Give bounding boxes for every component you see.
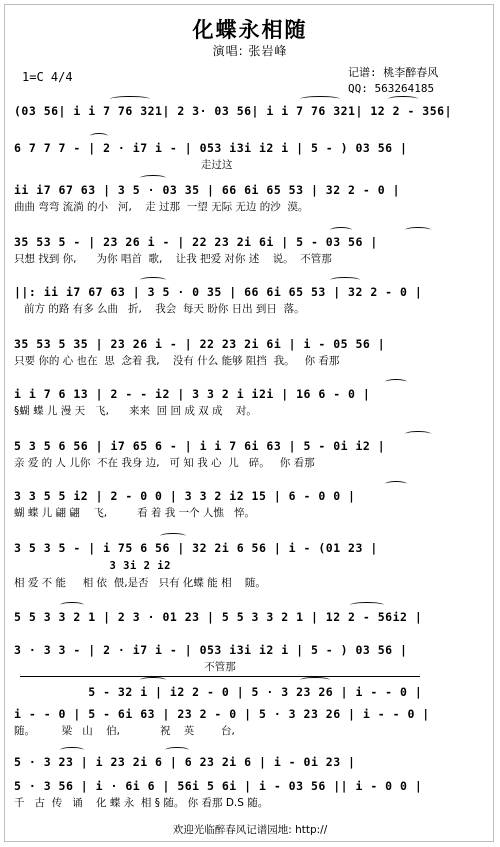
slur-mark [110,96,150,102]
notation-line: ii i7 67 63 | 3 5 · 03 35 | 66 6i 65 53 | 32 2 - 0 | [14,183,401,197]
slur-mark [140,277,166,283]
notation-line: 5 - 32 i | i2 2 - 0 | 5 · 3 23 26 | i - - 0 | [14,685,423,699]
notation-line: i i 7 6 13 | 2 - - i2 | 3 3 2 i i2i | 16 6 - 0 | [14,387,371,401]
notation-line: 5 · 3 56 | i · 6i 6 | 56i 5 6i | i - 03 56 || i - 0 0 | [14,779,423,793]
slur-mark [405,227,431,233]
footer-text: 欢迎光临醉春风记谱园地: http:// [172,824,328,836]
slur-mark [385,379,407,385]
lyric-line: §蝴 蝶 儿 漫 天 飞, 来来 回 回 成 双 成 对。 [14,405,257,417]
transcriber-credit: 记谱: 桃李醉春风 [348,66,439,79]
lyric-line: 不管那 [14,661,236,673]
lyric-line: 千 古 传 诵 化 蝶 永 相 § 随。 你 看那 D.S 随。 [14,797,269,809]
lyric-line: 随。 梁 山 伯, 祝 英 台, [14,725,235,737]
slur-mark [300,96,340,102]
lyric-line: 亲 爱 的 人 儿你 不在 我身 边, 可 知 我 心 儿 碎。 你 看那 [14,457,315,469]
notation-line: 5 3 5 6 56 | i7 65 6 - | i i 7 6i 63 | 5 - 0i i2 | [14,439,386,453]
lyric-line: 走过这 [14,159,233,171]
notation-line: 3 3 5 5 i2 | 2 - 0 0 | 3 3 2 i2 15 | 6 - 0 0 | [14,489,356,503]
slur-mark [160,533,186,539]
notation-line: 35 53 5 - | 23 26 i - | 22 23 2i 6i | 5 - 03 56 | [14,235,378,249]
slur-mark [330,227,352,233]
slur-mark [165,747,189,753]
notation-line: (03 56| i i 7 76 321| 2 3· 03 56| i i 7 76 321| 12 2 - 356| [14,104,452,118]
singer-credit: 演唱: 张岩峰 [212,44,288,58]
slur-mark [60,747,84,753]
lyric-line: 曲曲 弯弯 流淌 的小 河, 走 过那 一望 无际 无边 的沙 漠。 [14,201,309,213]
tie-line [20,676,420,677]
slur-mark [60,602,84,608]
slur-mark [90,133,108,139]
lyric-line: 蝴 蝶 儿 翩 翩 飞, 看 着 我 一个 人憔 悴。 [14,507,255,519]
slur-mark [140,175,166,181]
lyric-line: 只要 你的 心 也在 思 念着 我, 没有 什么 能够 阻挡 我。 你 看那 [14,355,340,367]
slur-mark [405,431,431,437]
qq-contact: QQ: 563264185 [348,82,435,95]
notation-line: ||: ii i7 67 63 | 3 5 · 0 35 | 66 6i 65 53 | 32 2 - 0 | [14,285,423,299]
slur-mark [388,96,418,102]
notation-line: 3 · 3 3 - | 2 · i7 i - | 053 i3i i2 i | 5 - ) 03 56 | [14,643,408,657]
notation-line: 3 5 3 5 - | i 75 6 56 | 32 2i 6 56 | i - (01 23 | [14,541,378,555]
slur-mark [140,677,166,683]
lyric-line: 相 爱 不 能 相 依 偎,是否 只有 化蝶 能 相 随。 [14,577,266,589]
slur-mark [385,481,407,487]
slur-mark [300,677,330,683]
notation-line: 3 3i 2 i2 [14,560,171,572]
slur-mark [330,277,360,283]
lyric-line: 前方 的路 有多 么曲 折, 我会 每天 盼你 日出 到日 落。 [14,303,305,315]
notation-line: i - - 0 | 5 - 6i 63 | 23 2 - 0 | 5 · 3 23 26 | i - - 0 | [14,707,430,721]
notation-line: 5 5 3 3 2 1 | 2 3 · 01 23 | 5 5 3 3 2 1 | 12 2 - 56i2 | [14,610,423,624]
key-signature: 1=C 4/4 [22,70,73,84]
notation-line: 5 · 3 23 | i 23 2i 6 | 6 23 2i 6 | i - 0i 23 | [14,755,356,769]
notation-line: 35 53 5 35 | 23 26 i - | 22 23 2i 6i | i - 05 56 | [14,337,386,351]
lyric-line: 只想 找到 你, 为你 唱首 歌, 让我 把爱 对你 述 说。 不管那 [14,253,332,265]
notation-line: 6 7 7 7 - | 2 · i7 i - | 053 i3i i2 i | 5 - ) 03 56 | [14,141,408,155]
song-title: 化蝶永相随 [192,18,308,42]
slur-mark [350,602,384,608]
